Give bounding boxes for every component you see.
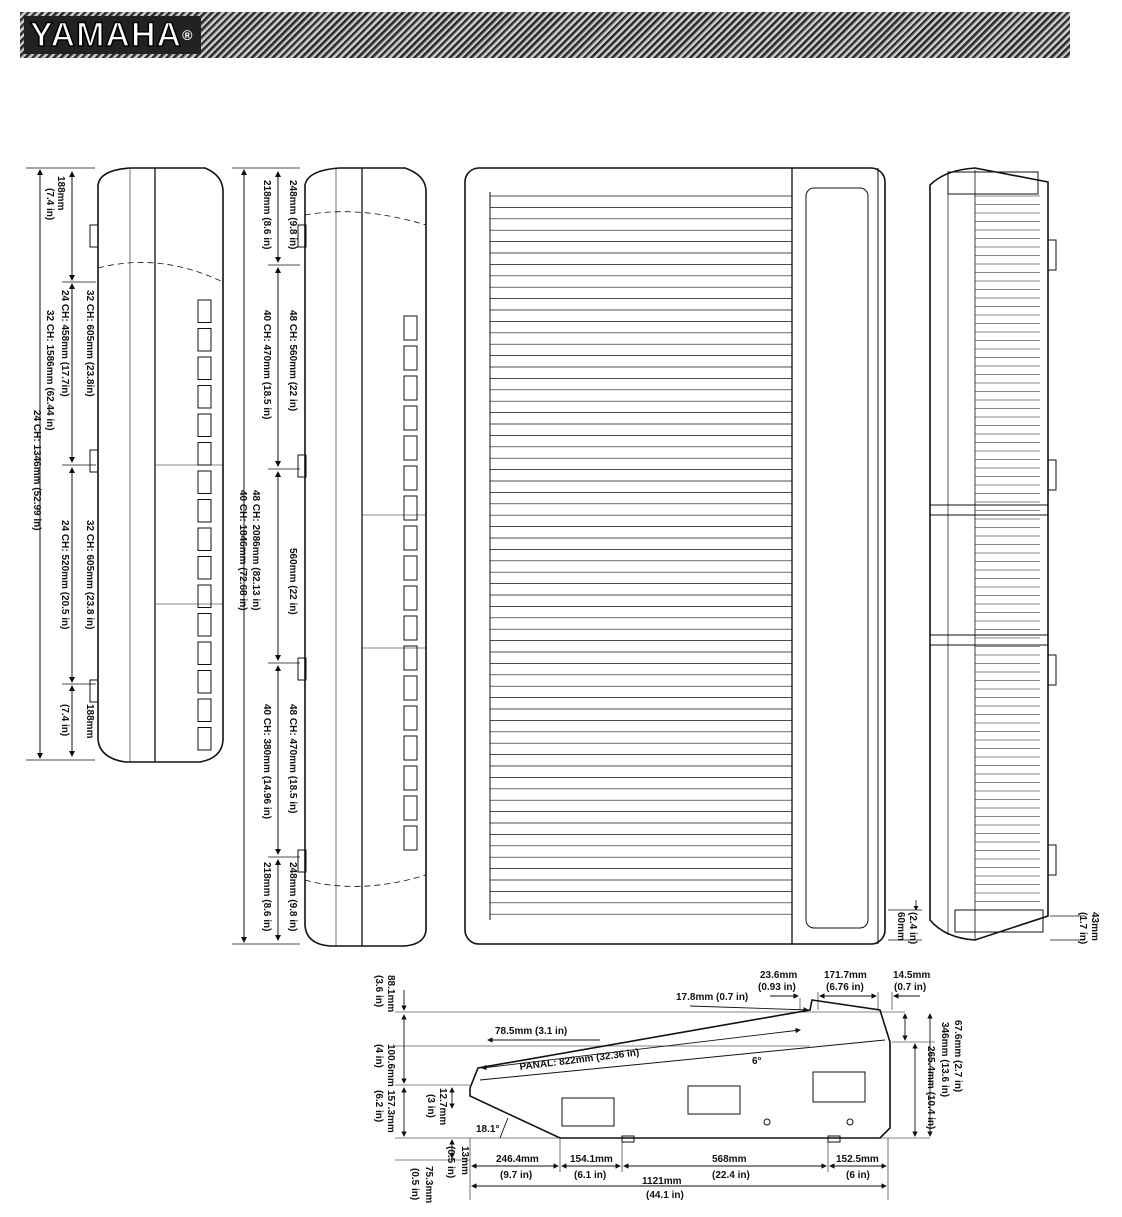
io-connector (198, 528, 211, 551)
io-connector (404, 766, 417, 790)
dim-60-in: (2.4 in) (907, 912, 918, 945)
dim-overall-48: 48 CH: 2086mm (82.13 in) (250, 490, 261, 611)
dim-23-6: 23.6mm (760, 970, 798, 981)
io-connector (404, 406, 417, 430)
io-connector (198, 642, 211, 665)
connector-strip (198, 300, 211, 750)
dim-568-in: (22.4 in) (712, 1170, 750, 1181)
dim-157-3: 157.3mm (385, 1090, 396, 1133)
io-connector (404, 316, 417, 340)
dim-23-6-in: (0.93 in) (758, 982, 796, 993)
io-connector (404, 826, 417, 850)
dim-lower-40: 40 CH: 380mm (14.96 in) (261, 704, 272, 820)
dim-78-5: 78.5mm (3.1 in) (495, 1026, 568, 1037)
io-connector (198, 557, 211, 580)
dim-246-4-in: (9.7 in) (500, 1170, 533, 1181)
io-connector (198, 728, 211, 751)
dim-1121-in: (44.1 in) (646, 1190, 684, 1201)
io-connector (198, 300, 211, 323)
side-40-48-labels (237, 180, 298, 931)
io-connector (404, 616, 417, 640)
dim-88-1: 88.1mm (385, 975, 396, 1013)
io-connector (198, 357, 211, 380)
dim-152-5: 152.5mm (836, 1154, 879, 1165)
io-connector (404, 526, 417, 550)
io-connector (198, 443, 211, 466)
io-connector (404, 706, 417, 730)
end-view (930, 168, 1056, 940)
io-connector (404, 646, 417, 670)
dim-154-1-in: (6.1 in) (574, 1170, 607, 1181)
io-connector (404, 736, 417, 760)
dim-14-5-in: (0.7 in) (894, 982, 927, 993)
io-connector (198, 500, 211, 523)
dim-100-6-in: (4 in) (373, 1044, 384, 1068)
dim-248-top: 248mm (9.8 in) (287, 180, 298, 250)
connector-strip (404, 316, 417, 850)
yamaha-logo: YAMAHA® (24, 16, 201, 54)
dim-overall-40: 40 CH: 1846mm (72.68 in) (237, 490, 248, 611)
side-24-32-labels (31, 176, 95, 739)
dim-188-top-in: (7.4 in) (44, 188, 55, 221)
side-view-24-32 (90, 168, 223, 762)
io-connector (198, 329, 211, 352)
dim-171-7-in: (6.76 in) (826, 982, 864, 993)
dim-upper-40: 40 CH: 470mm (18.5 in) (261, 310, 272, 420)
io-connector (198, 614, 211, 637)
dim-346: 346mm (13.6 in) (939, 1022, 950, 1098)
dim-67-6: 67.6mm (2.7 in) (952, 1020, 963, 1093)
dim-218-bottom: 218mm (8.6 in) (261, 862, 272, 932)
dim-13-in: (0.5 in) (445, 1146, 456, 1179)
io-connector (404, 556, 417, 580)
top-view (465, 168, 885, 944)
io-connector (198, 671, 211, 694)
dim-upper-48: 48 CH: 560mm (22 in) (287, 310, 298, 412)
dim-lower-48: 48 CH: 470mm (18.5 in) (287, 704, 298, 814)
dim-43: 43mm (1089, 912, 1100, 941)
io-connector (404, 436, 417, 460)
dim-157-3-in: (6.2 in) (373, 1090, 384, 1123)
io-connector (404, 586, 417, 610)
dim-88-1-in: (3.6 in) (373, 975, 384, 1008)
io-connector (404, 496, 417, 520)
io-connector (198, 699, 211, 722)
dim-overall-24: 24 CH: 1346mm (52.99 in) (31, 410, 42, 531)
io-connector (404, 466, 417, 490)
dim-568: 568mm (712, 1154, 747, 1165)
dim-lower-32: 32 CH: 605mm (23.8 in) (84, 520, 95, 630)
dim-12-7-in: (3 in) (425, 1094, 436, 1118)
dim-75-3-in: (0.5 in) (409, 1168, 420, 1201)
dim-265-4: 265.4mm (10.4 in) (925, 1046, 936, 1130)
dim-43-in: (1.7 in) (1077, 912, 1088, 945)
panel-length: PANAL: 822mm (32.36 in) (519, 1047, 640, 1073)
dim-14-5: 14.5mm (893, 970, 931, 981)
dim-upper-24: 24 CH: 458mm (17.7in) (59, 290, 70, 397)
dim-13: 13mm (459, 1146, 470, 1175)
dim-171-7: 171.7mm (824, 970, 867, 981)
io-connector (198, 414, 211, 437)
side-view-40-48 (298, 168, 426, 946)
dim-lower-24: 24 CH: 520mm (20.5 in) (59, 520, 70, 630)
angle-6: 6° (752, 1056, 762, 1067)
dim-188-bottom-in: (7.4 in) (59, 704, 70, 737)
dim-248-bottom: 248mm (9.8 in) (287, 862, 298, 932)
front-labels (373, 970, 963, 1203)
dim-188-top: 188mm (55, 176, 66, 211)
dim-246-4: 246.4mm (496, 1154, 539, 1165)
dim-152-5-in: (6 in) (846, 1170, 870, 1181)
dim-154-1: 154.1mm (570, 1154, 613, 1165)
io-connector (404, 676, 417, 700)
dim-100-6: 100.6mm (385, 1044, 396, 1087)
io-connector (404, 376, 417, 400)
dim-middle-560: 560mm (22 in) (287, 548, 298, 615)
dim-188-bottom: 188mm (84, 704, 95, 739)
io-connector (404, 796, 417, 820)
io-connector (198, 386, 211, 409)
dim-60: 60mm (895, 912, 906, 941)
io-connector (198, 471, 211, 494)
angle-18: 18.1° (476, 1124, 500, 1135)
dim-1121: 1121mm (642, 1176, 682, 1187)
dim-17-8: 17.8mm (0.7 in) (676, 992, 749, 1003)
dim-12-7: 12.7mm (437, 1088, 448, 1126)
io-connector (404, 346, 417, 370)
dim-75-3: 75.3mm (423, 1166, 434, 1204)
dim-overall-32: 32 CH: 1586mm (62.44 in) (44, 310, 55, 431)
dim-upper-32: 32 CH: 605mm (23.8in) (84, 290, 95, 397)
dim-218-top: 218mm (8.6 in) (261, 180, 272, 250)
